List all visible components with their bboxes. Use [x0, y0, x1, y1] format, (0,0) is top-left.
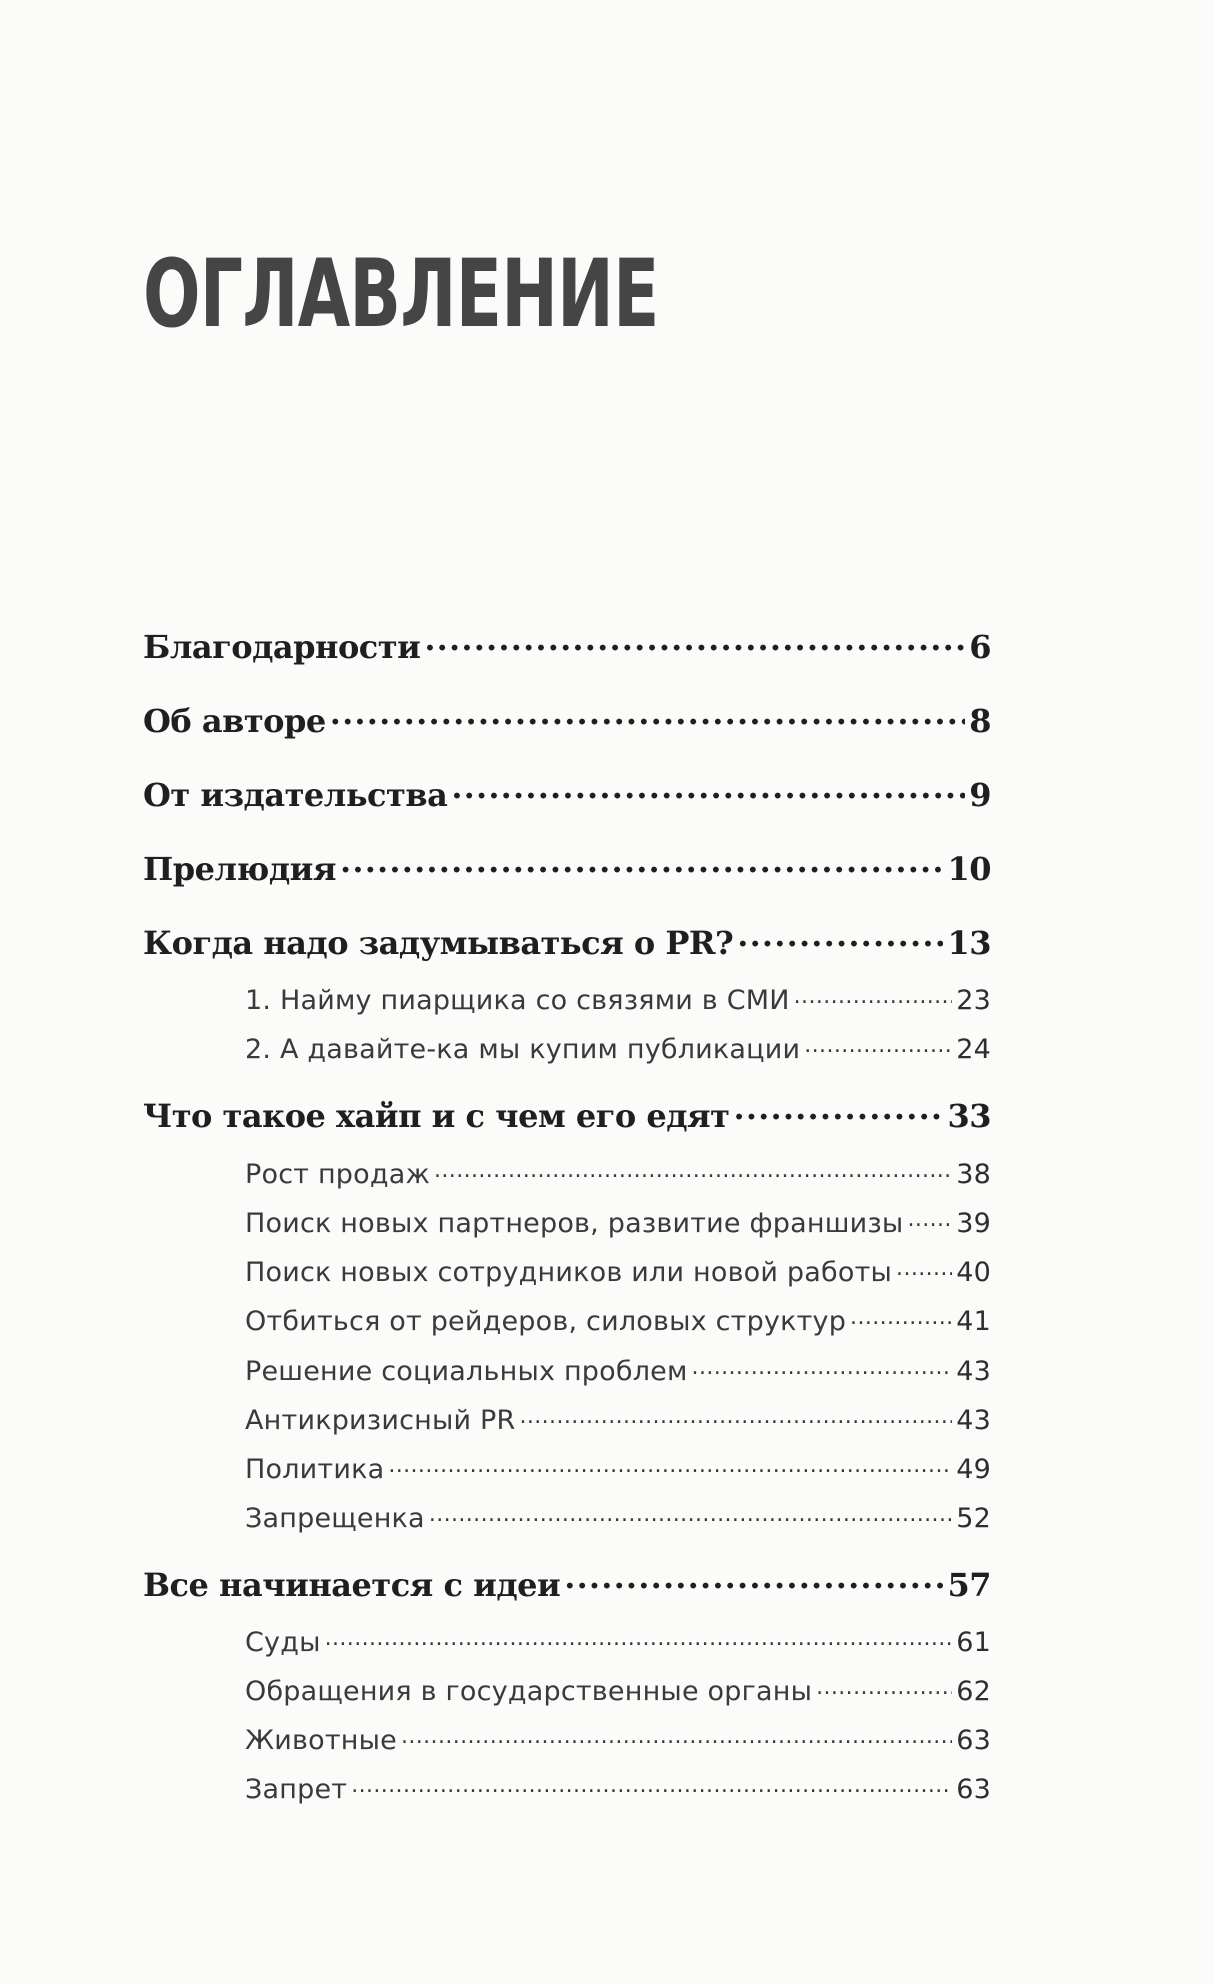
dot-leader [424, 626, 965, 658]
toc-subentry-page: 61 [956, 1627, 991, 1658]
toc-subentry-page: 23 [956, 985, 991, 1016]
toc-entry-title: Благодарности [143, 628, 421, 666]
toc-entry-page: 10 [947, 850, 991, 888]
dot-leader [388, 1451, 952, 1478]
dot-leader [519, 1402, 952, 1429]
dot-leader [907, 1205, 952, 1232]
toc-subentry-page: 62 [956, 1676, 991, 1707]
toc-entry[interactable] [143, 700, 991, 740]
toc-entry-title: Когда надо задумываться о PR? [143, 924, 734, 962]
toc-subentry[interactable] [245, 1254, 991, 1288]
toc-subentry-page: 49 [956, 1454, 991, 1485]
dot-leader [816, 1673, 952, 1700]
toc-subentry[interactable] [245, 1722, 991, 1756]
toc-entry-title: Что такое хайп и с чем его едят [143, 1097, 730, 1135]
toc-subentry-page: 38 [956, 1159, 991, 1190]
toc-entry[interactable] [143, 1095, 991, 1135]
toc-subentry[interactable] [245, 1353, 991, 1387]
toc-subentry[interactable] [245, 1673, 991, 1707]
toc-entry-page: 6 [969, 628, 991, 666]
toc-subentry[interactable] [245, 1451, 991, 1485]
dot-leader [351, 1771, 952, 1798]
toc-subentry-title: Запрет [245, 1774, 348, 1805]
page-title: ОГЛАВЛЕНИЕ [143, 240, 659, 349]
toc-entry-page: 9 [969, 776, 991, 814]
toc-entry[interactable] [143, 626, 991, 666]
dot-leader [434, 1156, 952, 1183]
toc-subentry-title: Животные [245, 1725, 397, 1756]
dot-leader [737, 922, 943, 954]
toc-entry-page: 13 [947, 924, 991, 962]
toc-subentry-title: Запрещенка [245, 1503, 425, 1534]
toc-subentry-title: Политика [245, 1454, 385, 1485]
toc-subentry-title: Суды [245, 1627, 321, 1658]
toc-subentry-page: 63 [956, 1725, 991, 1756]
dot-leader [340, 848, 943, 880]
dot-leader [401, 1722, 952, 1749]
toc-entry[interactable] [143, 774, 991, 814]
toc-entry[interactable] [143, 1564, 991, 1604]
dot-leader [794, 982, 953, 1009]
toc-subentry-page: 43 [956, 1356, 991, 1387]
toc-entry[interactable] [143, 848, 991, 888]
dot-leader [429, 1500, 952, 1527]
toc-subentry-title: Антикризисный PR [245, 1405, 516, 1436]
dot-leader [330, 700, 966, 732]
toc-subentry-title: 1. Найму пиарщика со связями в СМИ [245, 985, 790, 1016]
dot-leader [451, 774, 965, 806]
toc-entry-page: 33 [947, 1097, 991, 1135]
toc-subentry-page: 39 [956, 1208, 991, 1239]
toc-subentry-title: Поиск новых партнеров, развитие франшизы [245, 1208, 904, 1239]
toc-subentry-title: Поиск новых сотрудников или новой работы [245, 1257, 893, 1288]
toc-subentry[interactable] [245, 982, 991, 1016]
toc-subentry-title: Рост продаж [245, 1159, 431, 1190]
toc-subentry[interactable] [245, 1156, 991, 1190]
dot-leader [692, 1353, 953, 1380]
dot-leader [325, 1624, 953, 1651]
toc-subentry-page: 43 [956, 1405, 991, 1436]
dot-leader [564, 1564, 943, 1596]
toc-entry-title: Все начинается с идеи [143, 1566, 561, 1604]
toc-subentry[interactable] [245, 1205, 991, 1239]
toc-subentry-title: Обращения в государственные органы [245, 1676, 813, 1707]
dot-leader [896, 1254, 952, 1281]
toc-subentry-title: Отбиться от рейдеров, силовых структур [245, 1306, 847, 1337]
toc-subentry-title: Решение социальных проблем [245, 1356, 688, 1387]
toc-subentry[interactable] [245, 1624, 991, 1658]
toc-subentry-page: 63 [956, 1774, 991, 1805]
toc-subentry[interactable] [245, 1771, 991, 1805]
toc-subentry[interactable] [245, 1402, 991, 1436]
toc-subentry-page: 24 [956, 1034, 991, 1065]
toc-subentry-page: 41 [956, 1306, 991, 1337]
toc-entry-page: 8 [969, 702, 991, 740]
dot-leader [733, 1095, 943, 1127]
toc-subentry[interactable] [245, 1500, 991, 1534]
toc-entry[interactable] [143, 922, 991, 962]
toc-subentry-title: 2. А давайте-ка мы купим публикации [245, 1034, 801, 1065]
toc-entry-title: Прелюдия [143, 850, 337, 888]
toc-entry-title: Об авторе [143, 702, 326, 740]
toc-subentry-page: 52 [956, 1503, 991, 1534]
toc-subentry-page: 40 [956, 1257, 991, 1288]
dot-leader [850, 1303, 952, 1330]
toc-entry-page: 57 [947, 1566, 991, 1604]
toc-subentry[interactable] [245, 1031, 991, 1065]
toc-entry-title: От издательства [143, 776, 448, 814]
toc-subentry[interactable] [245, 1303, 991, 1337]
dot-leader [804, 1031, 952, 1058]
